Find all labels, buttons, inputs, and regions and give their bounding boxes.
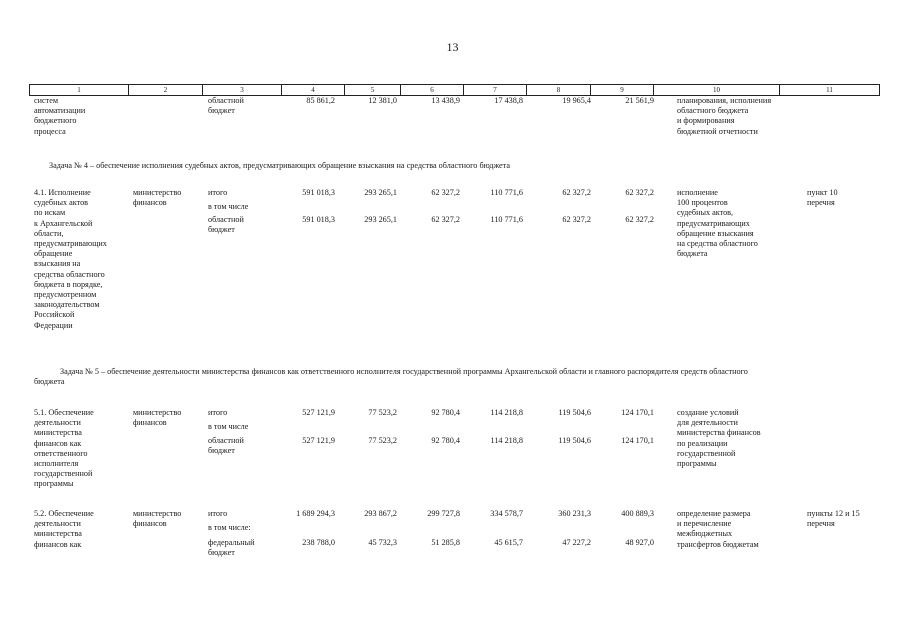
cell-value: 114 218,8 [490, 436, 523, 445]
text-line: процесса [34, 126, 66, 136]
cell-value: 238 788,0 [302, 538, 335, 547]
text-line: определение размера [677, 509, 751, 518]
row-5-2-src-federal [208, 538, 255, 558]
header-col-3: 3 [202, 85, 281, 95]
cell-value: 62 327,2 [625, 215, 654, 224]
cell-value: 47 227,2 [562, 538, 591, 547]
cell-value: 45 615,7 [494, 538, 523, 547]
cell-value: 51 285,8 [431, 538, 460, 547]
page-number: 13 [446, 40, 459, 54]
row-5-1-src-total: итого [208, 408, 228, 417]
cell-value: 62 327,2 [625, 188, 654, 197]
text-line: исполнение [677, 188, 718, 197]
text-line: по искам [34, 208, 66, 218]
text-line: пункт 10 [807, 188, 838, 197]
text-line: Задача № 5 – обеспечение деятельности министерства финансов как ответственного исполнителя государственной программы Архангельской области и главного распорядителя средств областного [60, 367, 748, 376]
text-line: взыскания на [34, 259, 81, 269]
text-line: планирования, исполнения [677, 96, 772, 105]
text-line: предусматривающих [677, 218, 750, 228]
cell-value: 17 438,8 [494, 96, 523, 105]
text-line: областной [208, 436, 244, 445]
row-5-1-executor [133, 408, 181, 428]
text-line: бюджета в порядке, [34, 279, 103, 289]
text-line: финансов как [34, 539, 82, 549]
text-line: министерство [133, 509, 182, 518]
top-row-result [677, 96, 771, 137]
row-5-1-src-incl: в том числе [208, 422, 249, 431]
header-col-9: 9 [590, 85, 653, 95]
header-col-11: 11 [779, 85, 879, 95]
cell-value: 1 689 294,3 [296, 509, 335, 518]
text-line: деятельности [34, 418, 81, 428]
text-line: Российской [34, 310, 75, 320]
row-4-1-result [677, 188, 758, 259]
row-4-1-executor [133, 188, 181, 208]
row-4-1-name [34, 188, 107, 331]
header-col-10: 10 [653, 85, 779, 95]
text-line: бюджетной отчетности [677, 126, 758, 136]
text-line: предусмотренном [34, 290, 97, 300]
header-col-7: 7 [463, 85, 526, 95]
text-line: областного бюджета [677, 106, 749, 116]
row-5-1-result [677, 408, 761, 469]
cell-value: 21 561,9 [625, 96, 654, 105]
cell-value: 591 018,3 [302, 188, 335, 197]
cell-value: 12 381,0 [368, 96, 397, 105]
text-line: и формирования [677, 116, 735, 126]
cell-value: 124 170,1 [621, 436, 654, 445]
text-line: пункты 12 и 15 [807, 509, 860, 518]
cell-value: 591 018,3 [302, 215, 335, 224]
text-line: для деятельности [677, 418, 738, 428]
cell-value: 299 727,8 [427, 509, 460, 518]
text-line: систем [34, 96, 59, 105]
cell-value: 110 771,6 [490, 188, 523, 197]
cell-value: 527 121,9 [302, 436, 335, 445]
text-line: бюджета [677, 249, 708, 259]
text-line: по реализации [677, 438, 728, 448]
text-line: программы [677, 459, 717, 469]
text-line: к Архангельской [34, 218, 93, 228]
row-5-2-src-incl: в том числе: [208, 523, 251, 532]
text-line: 5.1. Обеспечение [34, 408, 94, 417]
text-line: финансов [133, 198, 167, 208]
cell-value: 13 438,9 [431, 96, 460, 105]
text-line: министерства финансов [677, 428, 761, 438]
text-line: бюджет [208, 106, 235, 116]
cell-value: 62 327,2 [562, 188, 591, 197]
row-4-1-src-total: итого [208, 188, 228, 197]
text-line: исполнителя [34, 459, 79, 469]
text-line: законодательством [34, 300, 100, 310]
cell-value: 45 732,3 [368, 538, 397, 547]
header-col-8: 8 [526, 85, 590, 95]
text-line: министерства [34, 428, 82, 438]
cell-value: 62 327,2 [431, 215, 460, 224]
text-line: бюджетного [34, 116, 77, 126]
cell-value: 92 780,4 [431, 436, 460, 445]
text-line: предусматривающих [34, 239, 107, 249]
cell-value: 110 771,6 [490, 215, 523, 224]
text-line: программы [34, 479, 74, 489]
row-4-1-src-regional [208, 215, 244, 235]
text-line: создание условий [677, 408, 739, 417]
text-line: 100 процентов [677, 198, 728, 208]
row-5-2-src-total: итого [208, 509, 228, 518]
text-line: деятельности [34, 519, 81, 529]
text-line: и перечисление [677, 519, 732, 529]
cell-value: 119 504,6 [558, 408, 591, 417]
text-line: ответственного [34, 448, 88, 458]
text-line: государственной [34, 469, 93, 479]
header-col-2: 2 [128, 85, 202, 95]
cell-value: 114 218,8 [490, 408, 523, 417]
text-line: Федерации [34, 320, 73, 330]
row-4-1-reference [807, 188, 838, 208]
text-line: на средства областного [677, 239, 758, 249]
text-line: межбюджетных [677, 529, 733, 539]
cell-value: 360 231,3 [558, 509, 591, 518]
text-line: обращение взыскания [677, 228, 754, 238]
cell-value: 92 780,4 [431, 408, 460, 417]
row-5-2-executor [133, 509, 181, 529]
row-5-1-name [34, 408, 94, 490]
row-5-2-reference [807, 509, 860, 529]
text-line: бюджет [208, 446, 235, 456]
cell-value: 62 327,2 [431, 188, 460, 197]
text-line: государственной [677, 448, 736, 458]
text-line: финансов [133, 418, 167, 428]
row-5-1-src-regional [208, 436, 244, 456]
text-line: области, [34, 228, 64, 238]
cell-value: 19 965,4 [562, 96, 591, 105]
row-4-1-src-incl: в том числе [208, 202, 249, 211]
text-line: трансфертов бюджетам [677, 539, 759, 549]
text-line: судебных актов, [677, 208, 734, 218]
cell-value: 334 578,7 [490, 509, 523, 518]
cell-value: 85 861,2 [306, 96, 335, 105]
text-line: областной [208, 96, 244, 105]
text-line: 4.1. Исполнение [34, 188, 91, 197]
text-line: областной [208, 215, 244, 224]
text-line: обращение [34, 249, 73, 259]
text-line: бюджет [208, 548, 235, 558]
text-line: финансов как [34, 438, 82, 448]
header-col-1: 1 [77, 86, 81, 94]
header-col-4: 4 [281, 85, 344, 95]
text-line: министерства [34, 529, 82, 539]
header-col-6: 6 [400, 85, 463, 95]
header-col-5: 5 [344, 85, 400, 95]
cell-value: 293 265,1 [364, 188, 397, 197]
task-5-heading [34, 367, 884, 387]
text-line: перечня [807, 198, 835, 208]
cell-value: 77 523,2 [368, 436, 397, 445]
text-line: перечня [807, 519, 835, 529]
cell-value: 293 867,2 [364, 509, 397, 518]
cell-value: 400 889,3 [621, 509, 654, 518]
cell-value: 293 265,1 [364, 215, 397, 224]
text-line: автоматизации [34, 106, 86, 116]
text-line: министерство [133, 188, 182, 197]
cell-value: 62 327,2 [562, 215, 591, 224]
text-line: министерство [133, 408, 182, 417]
top-row-name [34, 96, 85, 137]
text-line: средства областного [34, 269, 105, 279]
row-5-2-result [677, 509, 759, 550]
text-line: федеральный [208, 538, 255, 547]
cell-value: 77 523,2 [368, 408, 397, 417]
top-row-source [208, 96, 244, 116]
text-line: 5.2. Обеспечение [34, 509, 94, 518]
table-header-row [29, 84, 880, 96]
text-line: судебных актов [34, 198, 89, 208]
task-4-heading: Задача № 4 – обеспечение исполнения судебных актов, предусматривающих обращение взыскания на средства областного бюджета [49, 161, 510, 170]
row-5-2-name [34, 509, 94, 550]
cell-value: 527 121,9 [302, 408, 335, 417]
cell-value: 48 927,0 [625, 538, 654, 547]
cell-value: 119 504,6 [558, 436, 591, 445]
cell-value: 124 170,1 [621, 408, 654, 417]
text-line: бюджет [208, 225, 235, 235]
text-line: финансов [133, 519, 167, 529]
text-line: бюджета [34, 377, 65, 387]
